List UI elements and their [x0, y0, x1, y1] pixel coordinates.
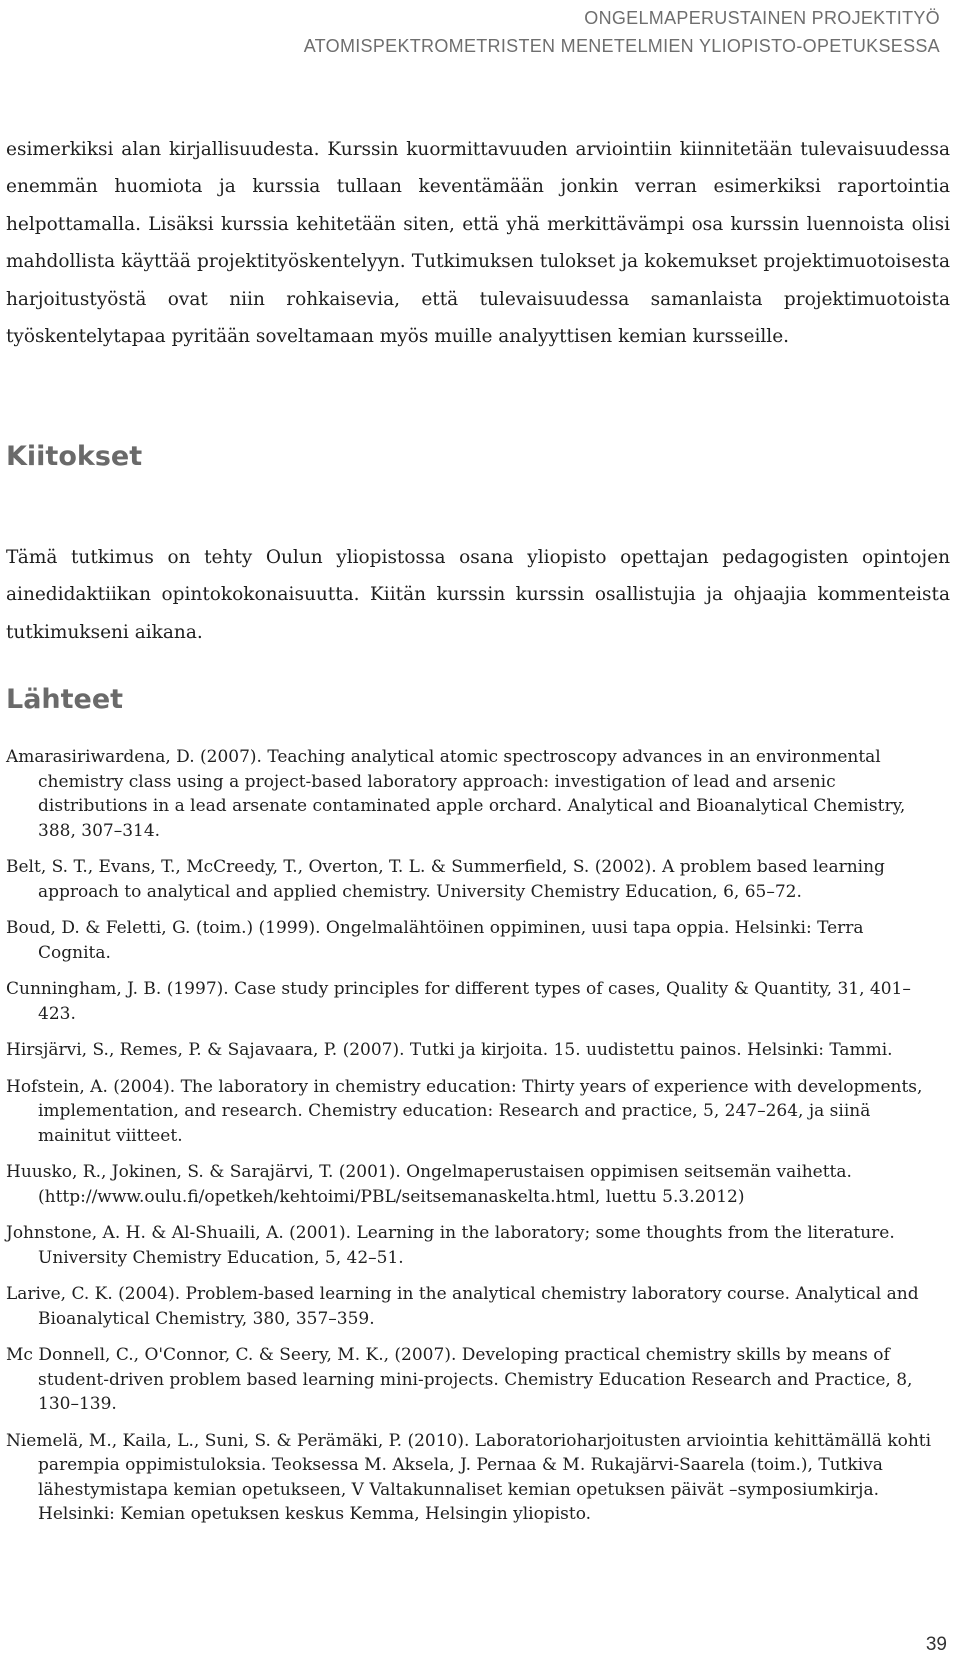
reference-item: Larive, C. K. (2004). Problem-based learning in the analytical chemistry laboratory course. Analytical and Bioanalytical Chemistry, 380, 357–359.: [6, 1284, 919, 1329]
reference-item: Belt, S. T., Evans, T., McCreedy, T., Overton, T. L. & Summerfield, S. (2002). A problem based learning approach to analytical and applied chemistry. University Chemistry Education, 6, 65–72.: [6, 857, 885, 902]
reference-item: Huusko, R., Jokinen, S. & Sarajärvi, T. (2001). Ongelmaperustaisen oppimisen seitsemän vaihetta. (http://www.oulu.fi/opetkeh/kehtoimi/PBL/seitsemanaskelta.html, luettu 5.3.2012): [6, 1162, 852, 1207]
references-heading: Lähteet: [6, 684, 124, 715]
reference-item: Boud, D. & Feletti, G. (toim.) (1999). Ongelmalähtöinen oppiminen, uusi tapa oppia. Helsinki: Terra Cognita.: [6, 918, 864, 963]
reference-item: Niemelä, M., Kaila, L., Suni, S. & Perämäki, P. (2010). Laboratorioharjoitusten arviointia kehittämällä kohti parempia oppimistuloksia. Teoksessa M. Aksela, J. Pernaa & M. Rukajärvi-Saarela (toim.), Tutkiva lähestymistapa kemian opetukseen, V Valtakunnaliset kemian opetuksen päivät –symposiumkirja. Helsinki: Kemian opetuksen keskus Kemma, Helsingin yliopisto.: [6, 1430, 932, 1524]
reference-item: Hofstein, A. (2004). The laboratory in chemistry education: Thirty years of experience with developments, implementation, and research. Chemistry education: Research and practice, 5, 247–264, ja siinä mainitut viitteet.: [6, 1076, 923, 1146]
reference-item: Amarasiriwardena, D. (2007). Teaching analytical atomic spectroscopy advances in an environmental chemistry class using a project-based laboratory approach: investigation of lead and arsenic distributions in a lead arsenate contaminated apple orchard. Analytical and Bioanalytical Chemistry, 388, 307–314.: [6, 747, 906, 841]
acknowledgements-paragraph: Tämä tutkimus on tehty Oulun yliopistossa osana yliopisto opettajan pedagogisten opintojen ainedidaktiikan opintokokonaisuutta. Kiitän kurssin kurssin osallistujia ja ohjaajia kommenteista tutkimukseni aikana.: [6, 546, 950, 643]
acknowledgements-heading: Kiitokset: [6, 441, 143, 472]
running-header: [304, 4, 940, 60]
page-number: 39: [925, 1634, 947, 1655]
reference-item: Johnstone, A. H. & Al-Shuaili, A. (2001). Learning in the laboratory; some thoughts from the literature. University Chemistry Education, 5, 42–51.: [6, 1223, 895, 1268]
reference-item: Cunningham, J. B. (1997). Case study principles for different types of cases, Quality & Quantity, 31, 401–423.: [6, 979, 911, 1024]
reference-item: Hirsjärvi, S., Remes, P. & Sajavaara, P. (2007). Tutki ja kirjoita. 15. uudistettu painos. Helsinki: Tammi.: [6, 1040, 893, 1060]
reference-item: Mc Donnell, C., O'Connor, C. & Seery, M. K., (2007). Developing practical chemistry skills by means of student-driven problem based learning mini-projects. Chemistry Education Research and Practice, 8, 130–139.: [6, 1345, 913, 1414]
reference-list: [6, 745, 941, 1539]
intro-paragraph: esimerkiksi alan kirjallisuudesta. Kurssin kuormittavuuden arviointiin kiinnitetään tulevaisuudessa enemmän huomiota ja kurssia tullaan keventämään jonkin verran esimerkiksi raportointia helpottamalla. Lisäksi kurssia kehitetään siten, että yhä merkittävämpi osa kurssin luennoista olisi mahdollista käyttää projektityöskentelyyn. Tutkimuksen tulokset ja kokemukset projektimuotoisesta harjoitustyöstä ovat niin rohkaisevia, että tulevaisuudessa samanlaista projektimuotoista työskentelytapaa pyritään soveltamaan myös muille analyyttisen kemian kursseille.: [6, 138, 950, 347]
running-header-line-1: ONGELMAPERUSTAINEN PROJEKTITYÖ: [584, 8, 940, 28]
running-header-line-2: ATOMISPEKTROMETRISTEN MENETELMIEN YLIOPISTO-OPETUKSESSA: [303, 36, 940, 56]
